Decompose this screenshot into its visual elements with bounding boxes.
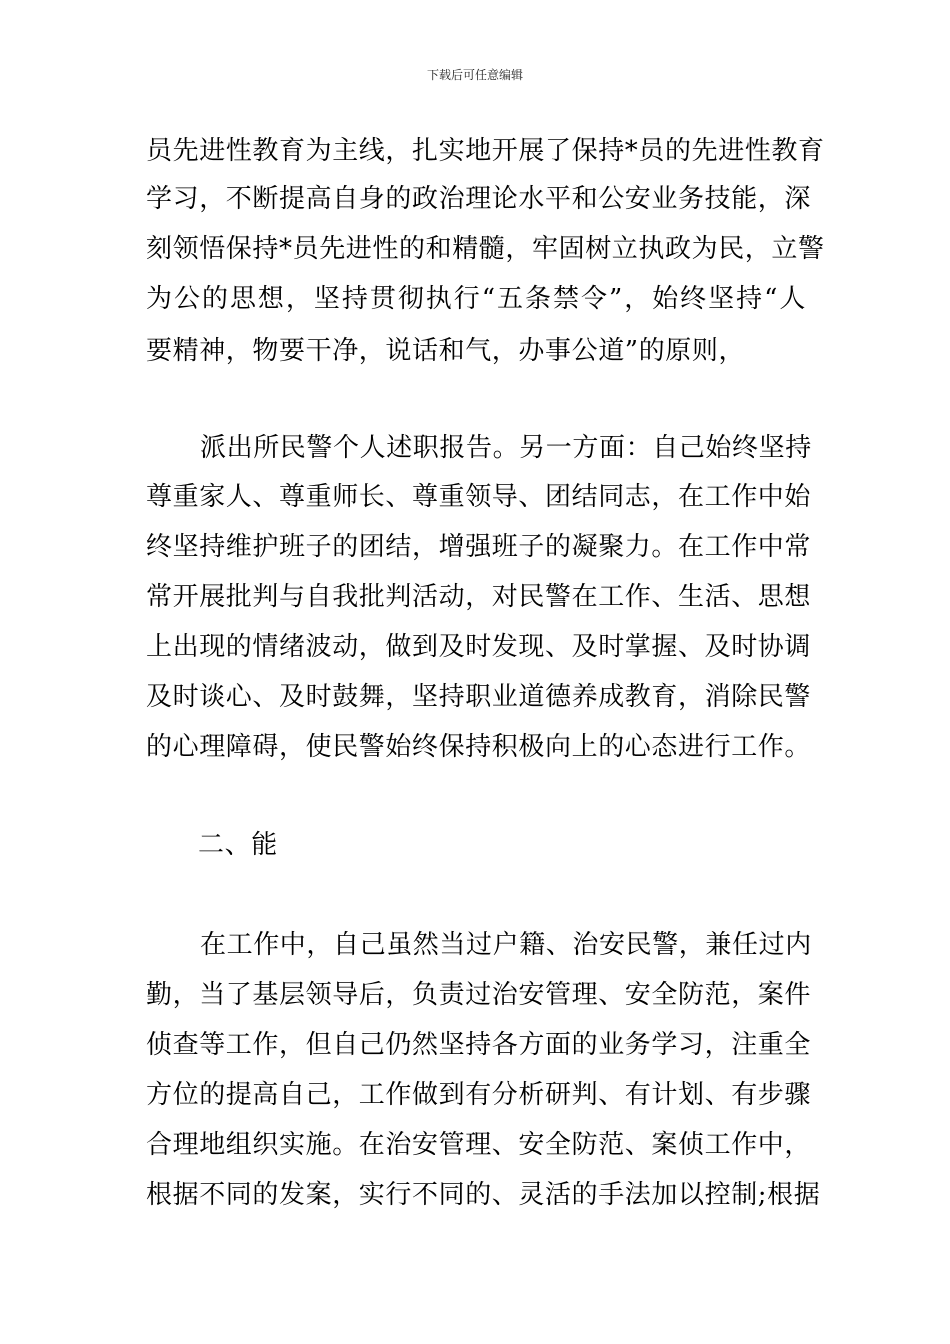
paragraph-line: 终坚持维护班子的团结，增强班子的凝聚力。在工作中常 — [146, 532, 812, 562]
paragraph-line: 为公的思想，坚持贯彻执行“五条禁令”，始终坚持“人 — [146, 284, 806, 314]
paragraph-line: 员先进性教育为主线，扎实地开展了保持*员的先进性教育 — [146, 136, 825, 166]
header-note: 下载后可任意编辑 — [426, 68, 523, 82]
paragraph-line: 根据不同的发案，实行不同的、灵活的手法加以控制;根据 — [146, 1180, 821, 1210]
paragraph-line: 在工作中，自己虽然当过户籍、治安民警，兼任过内 — [200, 930, 812, 960]
paragraph-line: 方位的提高自己，工作做到有分析研判、有计划、有步骤 — [146, 1080, 812, 1110]
paragraph-line: 常开展批判与自我批判活动，对民警在工作、生活、思想 — [146, 582, 812, 612]
paragraph-line: 尊重家人、尊重师长、尊重领导、团结同志，在工作中始 — [146, 482, 812, 512]
paragraph-line: 上出现的情绪波动，做到及时发现、及时掌握、及时协调 — [146, 632, 812, 662]
paragraph-line: 及时谈心、及时鼓舞，坚持职业道德养成教育，消除民警 — [146, 682, 812, 712]
paragraph-line: 学习，不断提高自身的政治理论水平和公安业务技能，深 — [146, 184, 812, 214]
paragraph-line: 侦查等工作，但自己仍然坚持各方面的业务学习，注重全 — [146, 1030, 812, 1060]
paragraph-line: 合理地组织实施。在治安管理、安全防范、案侦工作中， — [146, 1130, 812, 1160]
paragraph-line: 的心理障碍，使民警始终保持积极向上的心态进行工作。 — [146, 732, 812, 762]
paragraph-line: 要精神，物要干净，说话和气，办事公道”的原则， — [146, 336, 746, 366]
paragraph-line: 派出所民警个人述职报告。另一方面：自己始终坚持 — [200, 433, 812, 463]
paragraph-line: 勤，当了基层领导后，负责过治安管理、安全防范，案件 — [146, 980, 812, 1010]
paragraph-line: 刻领悟保持*员先进性的和精髓，牢固树立执政为民，立警 — [146, 234, 825, 264]
section-heading: 二、能 — [198, 830, 278, 860]
